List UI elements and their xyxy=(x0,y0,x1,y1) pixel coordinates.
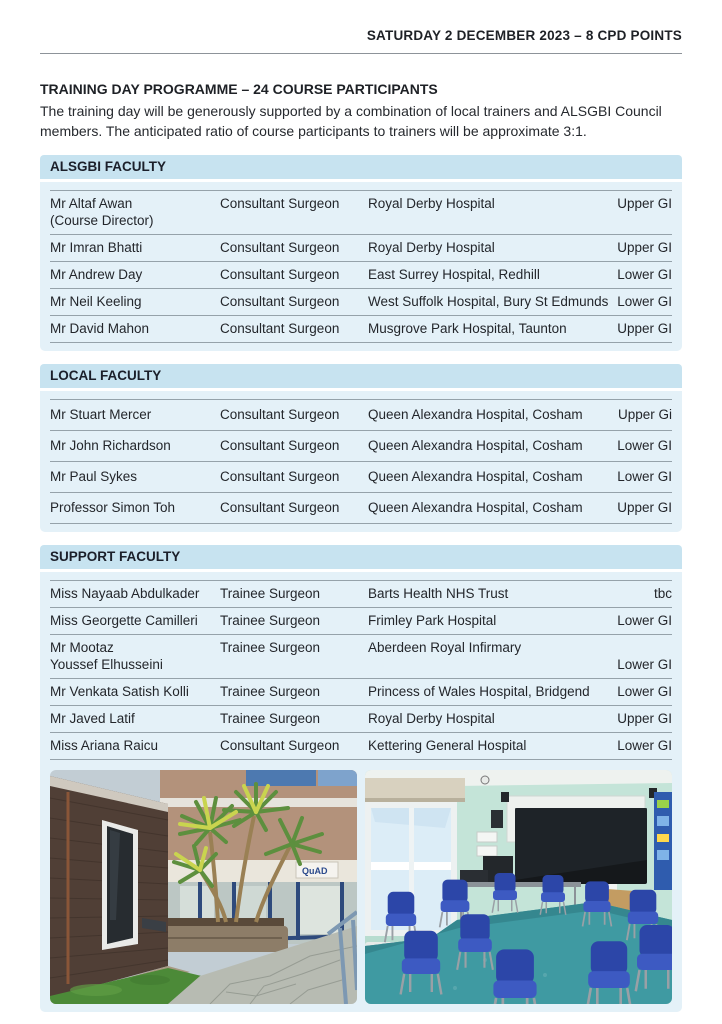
faculty-name: Mr Imran Bhatti xyxy=(50,239,143,255)
faculty-name: Mr Javed Latif xyxy=(50,710,135,726)
faculty-row xyxy=(50,190,672,234)
faculty-role: Trainee Surgeon xyxy=(220,710,321,726)
faculty-specialty: Lower GI xyxy=(617,612,672,628)
brick-wall xyxy=(50,776,168,998)
faculty-hospital: Frimley Park Hospital xyxy=(368,612,497,628)
faculty-row xyxy=(50,607,672,634)
faculty-hospital: Kettering General Hospital xyxy=(368,737,527,753)
faculty-hospital: Queen Alexandra Hospital, Cosham xyxy=(368,437,583,453)
faculty-hospital: Musgrove Park Hospital, Taunton xyxy=(368,320,567,336)
faculty-row xyxy=(50,288,672,315)
faculty-name: Mr Stuart Mercer xyxy=(50,406,152,422)
faculty-row xyxy=(50,315,672,342)
faculty-row xyxy=(50,580,672,607)
faculty-table xyxy=(50,190,672,343)
photo-strip xyxy=(50,770,672,1004)
planter-bed xyxy=(162,918,288,952)
faculty-row xyxy=(50,461,672,492)
faculty-name: Professor Simon Toh xyxy=(50,499,176,515)
faculty-name: Mr Andrew Day xyxy=(50,266,143,282)
programme-description: The training day will be generously supported by a combination of local trainers and ALSGBI Council members. The anticipated ratio of course participants to trainers will be approximate 3:1. xyxy=(40,103,662,139)
faculty-table xyxy=(50,399,672,524)
faculty-row xyxy=(50,430,672,461)
faculty-role: Consultant Surgeon xyxy=(220,320,340,336)
faculty-specialty: Upper GI xyxy=(617,320,672,336)
programme-title: TRAINING DAY PROGRAMME – 24 COURSE PARTICIPANTS xyxy=(40,81,438,97)
page-header xyxy=(40,28,682,54)
section-alsgbi-faculty xyxy=(40,155,682,351)
notice-poster xyxy=(654,792,672,890)
faculty-name: Mr Venkata Satish Kolli xyxy=(50,683,189,699)
header-rule xyxy=(40,53,682,54)
faculty-name: Mr Altaf Awan (Course Director) xyxy=(50,195,154,228)
section-body-alsgbi xyxy=(40,182,682,351)
faculty-hospital: West Suffolk Hospital, Bury St Edmunds xyxy=(368,293,609,309)
faculty-hospital: East Surrey Hospital, Redhill xyxy=(368,266,540,282)
faculty-specialty: Lower GI xyxy=(617,293,672,309)
section-header-alsgbi: ALSGBI FACULTY xyxy=(40,155,682,179)
faculty-role: Trainee Surgeon xyxy=(220,683,321,699)
faculty-hospital: Barts Health NHS Trust xyxy=(368,585,509,601)
faculty-specialty: Upper Gi xyxy=(617,406,672,422)
faculty-role: Consultant Surgeon xyxy=(220,195,340,211)
faculty-hospital: Queen Alexandra Hospital, Cosham xyxy=(368,468,583,484)
faculty-role: Consultant Surgeon xyxy=(220,499,340,515)
faculty-hospital: Royal Derby Hospital xyxy=(368,710,495,726)
faculty-hospital: Royal Derby Hospital xyxy=(368,195,495,211)
faculty-name: Mr Paul Sykes xyxy=(50,468,138,484)
faculty-specialty: Upper GI xyxy=(617,239,672,255)
faculty-row xyxy=(50,705,672,732)
faculty-specialty: Upper GI xyxy=(617,499,672,515)
faculty-specialty: Lower GI xyxy=(617,437,672,453)
faculty-specialty: Lower GI xyxy=(617,656,672,672)
faculty-role: Trainee Surgeon xyxy=(220,639,321,655)
faculty-specialty: Upper GI xyxy=(617,195,672,211)
faculty-specialty: Lower GI xyxy=(617,266,672,282)
faculty-name: Mr John Richardson xyxy=(50,437,171,453)
faculty-role: Trainee Surgeon xyxy=(220,585,321,601)
faculty-row xyxy=(50,634,672,678)
faculty-name: Miss Nayaab Abdulkader xyxy=(50,585,200,601)
faculty-role: Consultant Surgeon xyxy=(220,239,340,255)
faculty-row xyxy=(50,234,672,261)
section-local-faculty xyxy=(40,364,682,532)
faculty-specialty: Lower GI xyxy=(617,737,672,753)
photo-building-exterior xyxy=(50,770,357,1004)
faculty-table xyxy=(50,580,672,760)
faculty-row xyxy=(50,492,672,523)
section-body-support xyxy=(40,572,682,1012)
section-header-local: LOCAL FACULTY xyxy=(40,364,682,388)
faculty-name: Mr Mootaz Youssef Elhusseini xyxy=(50,639,163,672)
header-date: SATURDAY 2 DECEMBER 2023 – 8 CPD POINTS xyxy=(366,28,682,43)
faculty-role: Consultant Surgeon xyxy=(220,406,340,422)
section-header-support: SUPPORT FACULTY xyxy=(40,545,682,569)
section-support-faculty xyxy=(40,545,682,1012)
faculty-row xyxy=(50,399,672,430)
faculty-hospital: Royal Derby Hospital xyxy=(368,239,495,255)
faculty-role: Consultant Surgeon xyxy=(220,293,340,309)
intro-block xyxy=(40,81,682,142)
faculty-row xyxy=(50,678,672,705)
faculty-hospital: Queen Alexandra Hospital, Cosham xyxy=(368,499,583,515)
faculty-row xyxy=(50,261,672,288)
section-body-local xyxy=(40,391,682,532)
photo-training-room xyxy=(365,770,672,1004)
faculty-hospital: Princess of Wales Hospital, Bridgend xyxy=(368,683,590,699)
faculty-specialty: Upper GI xyxy=(617,710,672,726)
faculty-hospital: Aberdeen Royal Infirmary xyxy=(368,639,522,655)
building-sign: QuAD xyxy=(302,865,328,876)
faculty-role: Consultant Surgeon xyxy=(220,468,340,484)
faculty-role: Consultant Surgeon xyxy=(220,437,340,453)
faculty-name: Mr Neil Keeling xyxy=(50,293,142,309)
faculty-name: Miss Ariana Raicu xyxy=(50,737,159,753)
faculty-name: Mr David Mahon xyxy=(50,320,150,336)
faculty-role: Consultant Surgeon xyxy=(220,737,340,753)
faculty-hospital: Queen Alexandra Hospital, Cosham xyxy=(368,406,583,422)
faculty-specialty: Lower GI xyxy=(617,683,672,699)
faculty-name: Miss Georgette Camilleri xyxy=(50,612,198,628)
faculty-specialty: Lower GI xyxy=(617,468,672,484)
faculty-role: Consultant Surgeon xyxy=(220,266,340,282)
faculty-role: Trainee Surgeon xyxy=(220,612,321,628)
faculty-specialty: tbc xyxy=(653,585,672,601)
window xyxy=(365,778,465,936)
faculty-row xyxy=(50,732,672,759)
